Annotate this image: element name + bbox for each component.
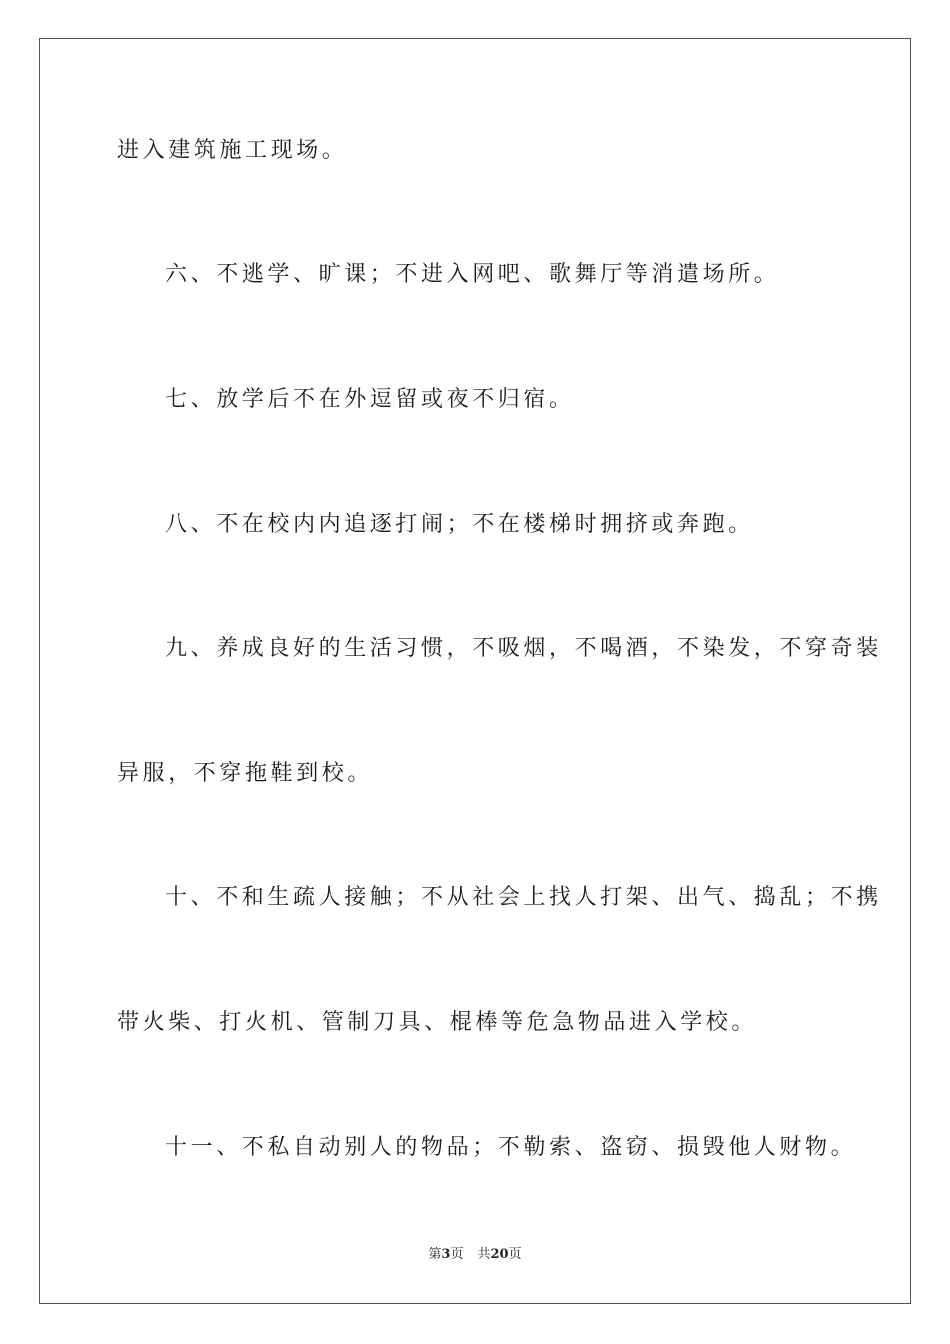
paragraph-line: 异服，不穿拖鞋到校。 bbox=[117, 761, 374, 786]
paragraph-line: 进入建筑施工现场。 bbox=[117, 138, 348, 163]
page-prefix: 第 bbox=[428, 1247, 442, 1262]
total-suffix: 页 bbox=[508, 1247, 522, 1262]
paragraph-line: 八、不在校内内追逐打闹；不在楼梯时拥挤或奔跑。 bbox=[165, 512, 754, 537]
page-border bbox=[39, 38, 911, 1304]
page-number: 3 bbox=[441, 1247, 451, 1262]
total-pages: 20 bbox=[490, 1247, 509, 1262]
total-prefix: 共 bbox=[477, 1247, 491, 1262]
paragraph-line: 六、不逃学、旷课；不进入网吧、歌舞厅等消遣场所。 bbox=[165, 262, 780, 287]
page-footer bbox=[0, 1246, 950, 1264]
page-suffix: 页 bbox=[450, 1247, 464, 1262]
paragraph-line: 十一、不私自动别人的物品；不勒索、盗窃、损毁他人财物。 bbox=[165, 1135, 857, 1160]
paragraph-line: 七、放学后不在外逗留或夜不归宿。 bbox=[165, 387, 575, 412]
paragraph-line: 九、养成良好的生活习惯，不吸烟，不喝酒，不染发，不穿奇装 bbox=[165, 636, 882, 661]
paragraph-line: 带火柴、打火机、管制刀具、棍棒等危急物品进入学校。 bbox=[117, 1010, 758, 1035]
paragraph-line: 十、不和生疏人接触；不从社会上找人打架、出气、捣乱；不携 bbox=[165, 885, 882, 910]
